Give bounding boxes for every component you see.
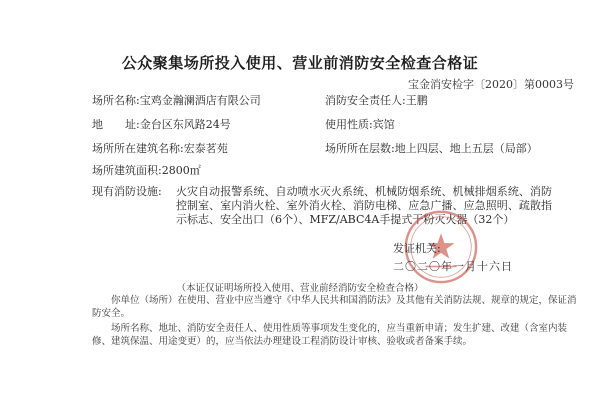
fire-safety-officer-value: 王鹏: [405, 94, 428, 107]
issuing-authority-label: 发证机关:: [393, 242, 441, 255]
venue-name-field: [92, 94, 261, 108]
building-name-value: 宏泰茗苑: [183, 142, 228, 155]
area-label: 场所建筑面积:: [92, 164, 162, 177]
area-value: 2800㎡: [161, 164, 201, 177]
address-value: 金台区东风路24号: [139, 118, 231, 131]
building-name-label: 场所所在建筑名称:: [92, 142, 184, 155]
document-number: 宝金消安检字〔2020〕第0003号: [408, 78, 574, 91]
area-field: [92, 164, 201, 178]
usage-label: 使用性质:: [325, 118, 373, 131]
facilities-label: 现有消防设施:: [92, 185, 162, 198]
certificate-title: 公众聚集场所投入使用、营业前消防安全检查合格证: [121, 54, 479, 72]
venue-name-value: 宝鸡金瀚澜酒店有限公司: [139, 94, 261, 107]
fire-safety-officer-label: 消防安全责任人:: [325, 94, 406, 107]
floors-value: 地上四层、地上五层（局部）: [394, 142, 538, 155]
facilities-value: 火灾自动报警系统、自动喷水灭火系统、机械防烟系统、机械排烟系统、消防控制室、室内消火栓、室外消火栓、消防电梯、应急广播、应急照明、疏散指示标志、安全出口（6个）、MFZ/ABC4A手提式干粉灭火器（32个）: [176, 185, 552, 226]
issue-date: 二〇二〇年一月十六日: [393, 260, 513, 273]
note-paragraph-2: 场所名称、地址、消防安全责任人、使用性质等事项发生变化的，应当重新申请；发生扩建、改建（含室内装修、建筑保温、用途变更）的，应当依法办理建设工程消防设计审核、验收或者备案手续。: [92, 323, 568, 347]
usage-value: 宾馆: [372, 118, 395, 131]
address-field: [92, 118, 231, 132]
fire-safety-officer-field: [325, 94, 428, 108]
venue-name-label: 场所名称:: [92, 94, 140, 107]
usage-field: [325, 118, 395, 132]
note-paragraph-1: 你单位（场所）在使用、营业中应当遵守《中华人民共和国消防法》及其他有关消防法规、规章的规定，保证消防安全。: [92, 295, 577, 319]
note-title: （本证仅证明场所投入使用、营业前经消防安全检查合格）: [176, 283, 424, 294]
floors-label: 场所所在层数:: [325, 142, 395, 155]
address-label: 地 址:: [92, 118, 140, 131]
facilities-field: [92, 185, 552, 227]
building-name-field: [92, 142, 228, 156]
floors-field: [325, 142, 538, 156]
